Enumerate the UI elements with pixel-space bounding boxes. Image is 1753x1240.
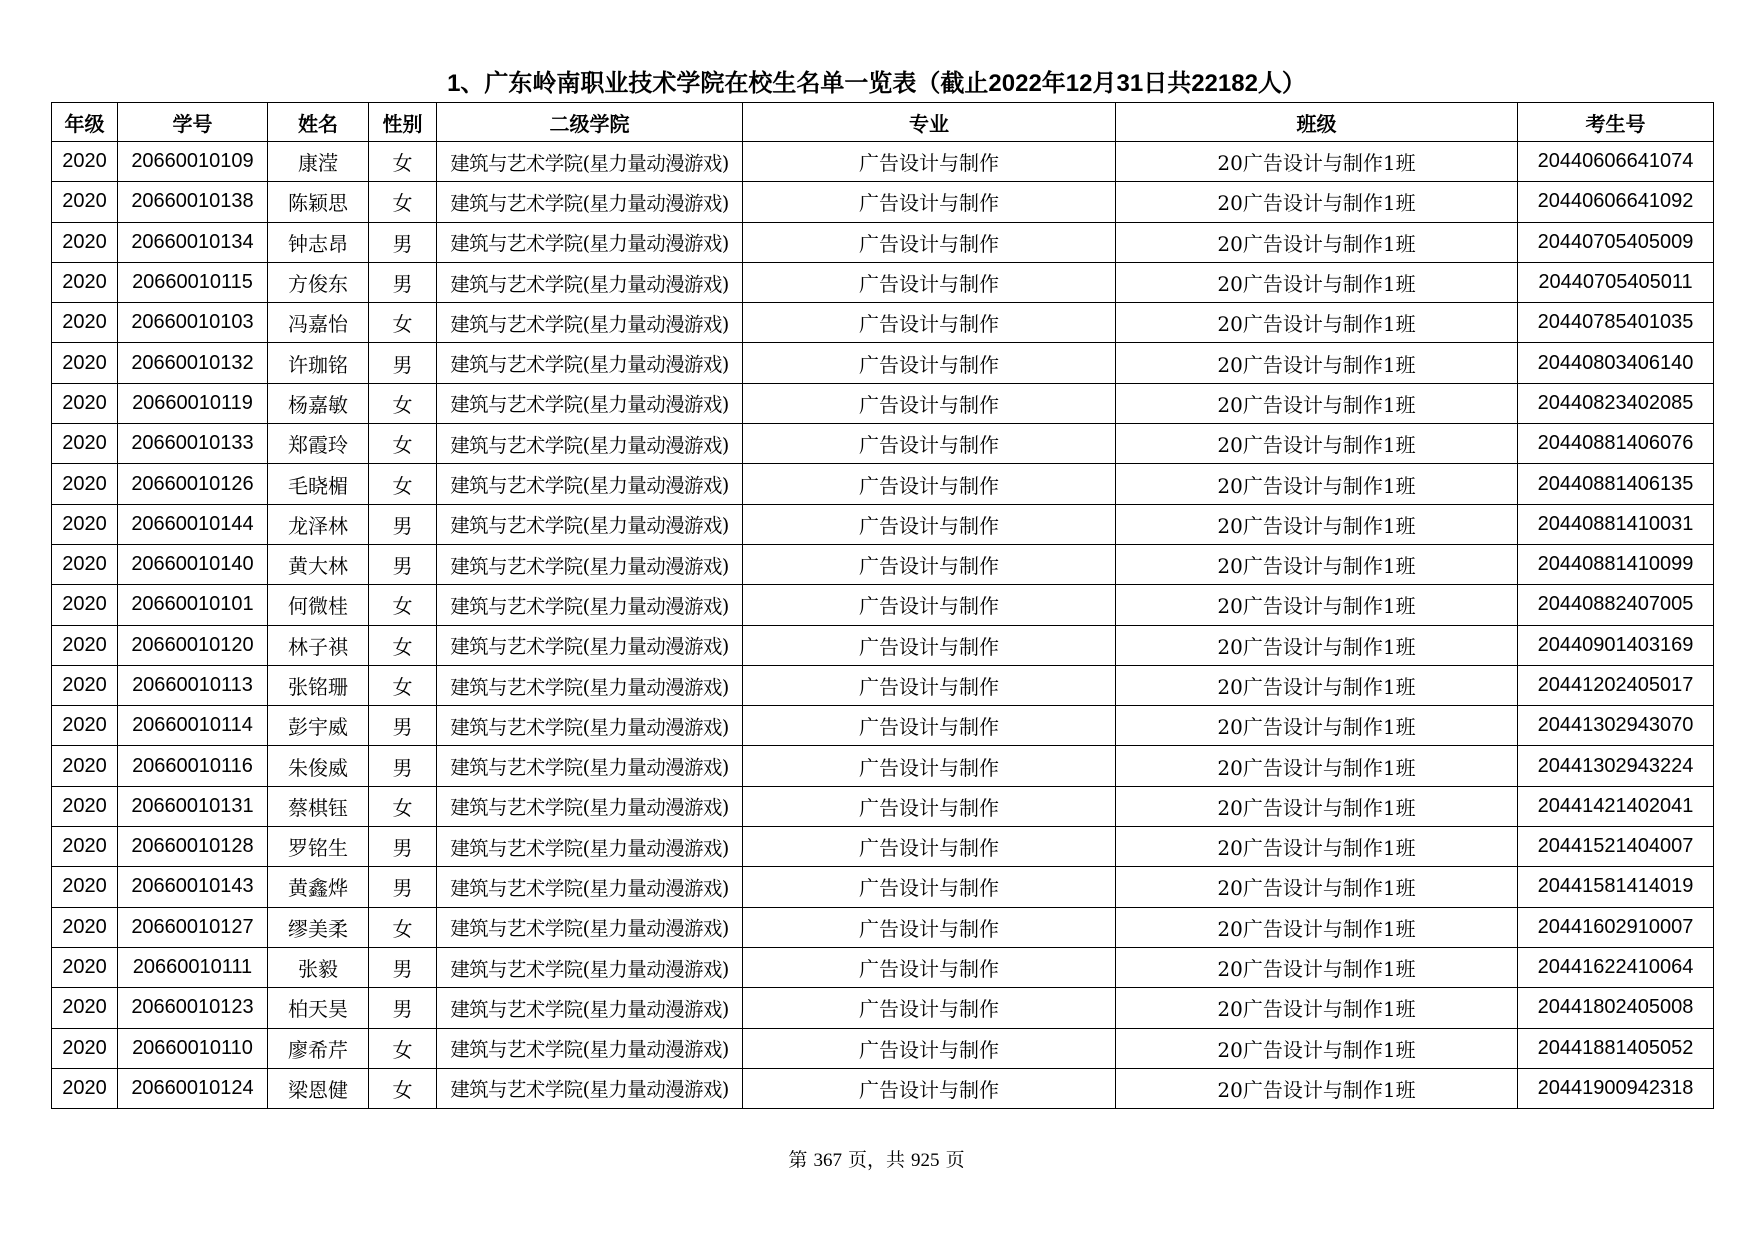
major-cell: 广告设计与制作 (743, 464, 1116, 504)
column-header-name: 姓名 (268, 103, 369, 142)
class-cell: 20广告设计与制作1班 (1116, 464, 1518, 504)
exam-number-cell: 20441802405008 (1518, 988, 1714, 1028)
class-cell: 20广告设计与制作1班 (1116, 665, 1518, 705)
exam-number-cell: 20440606641074 (1518, 142, 1714, 182)
student-id-cell: 20660010132 (118, 343, 268, 383)
name-cell: 方俊东 (268, 262, 369, 302)
college-cell: 建筑与艺术学院(星力量动漫游戏) (437, 424, 743, 464)
grade-cell: 2020 (52, 383, 118, 423)
grade-cell: 2020 (52, 1068, 118, 1108)
college-cell: 建筑与艺术学院(星力量动漫游戏) (437, 262, 743, 302)
exam-number-cell: 20441421402041 (1518, 786, 1714, 826)
name-cell: 朱俊威 (268, 746, 369, 786)
major-cell: 广告设计与制作 (743, 786, 1116, 826)
college-cell: 建筑与艺术学院(星力量动漫游戏) (437, 1068, 743, 1108)
student-id-cell: 20660010116 (118, 746, 268, 786)
grade-cell: 2020 (52, 182, 118, 222)
major-cell: 广告设计与制作 (743, 625, 1116, 665)
gender-cell: 男 (369, 544, 437, 584)
gender-cell: 女 (369, 1028, 437, 1068)
name-cell: 钟志昂 (268, 222, 369, 262)
student-id-cell: 20660010124 (118, 1068, 268, 1108)
grade-cell: 2020 (52, 625, 118, 665)
footer-middle: 页，共 (847, 1149, 905, 1171)
grade-cell: 2020 (52, 222, 118, 262)
class-cell: 20广告设计与制作1班 (1116, 907, 1518, 947)
major-cell: 广告设计与制作 (743, 383, 1116, 423)
class-cell: 20广告设计与制作1班 (1116, 424, 1518, 464)
major-cell: 广告设计与制作 (743, 1068, 1116, 1108)
student-id-cell: 20660010138 (118, 182, 268, 222)
total-page-count: 925 (911, 1150, 940, 1171)
table-row (52, 424, 1714, 464)
college-cell: 建筑与艺术学院(星力量动漫游戏) (437, 182, 743, 222)
exam-number-cell: 20440785401035 (1518, 303, 1714, 343)
name-cell: 张铭珊 (268, 665, 369, 705)
college-cell: 建筑与艺术学院(星力量动漫游戏) (437, 867, 743, 907)
grade-cell: 2020 (52, 706, 118, 746)
college-cell: 建筑与艺术学院(星力量动漫游戏) (437, 504, 743, 544)
gender-cell: 男 (369, 343, 437, 383)
column-header-student-id: 学号 (118, 103, 268, 142)
table-row (52, 1068, 1714, 1108)
gender-cell: 女 (369, 182, 437, 222)
exam-number-cell: 20441521404007 (1518, 827, 1714, 867)
grade-cell: 2020 (52, 585, 118, 625)
grade-cell: 2020 (52, 544, 118, 584)
gender-cell: 男 (369, 988, 437, 1028)
student-id-cell: 20660010126 (118, 464, 268, 504)
gender-cell: 男 (369, 504, 437, 544)
class-cell: 20广告设计与制作1班 (1116, 544, 1518, 584)
major-cell: 广告设计与制作 (743, 544, 1116, 584)
name-cell: 蔡棋钰 (268, 786, 369, 826)
college-cell: 建筑与艺术学院(星力量动漫游戏) (437, 142, 743, 182)
grade-cell: 2020 (52, 504, 118, 544)
name-cell: 廖希芹 (268, 1028, 369, 1068)
college-cell: 建筑与艺术学院(星力量动漫游戏) (437, 746, 743, 786)
exam-number-cell: 20441302943224 (1518, 746, 1714, 786)
exam-number-cell: 20441881405052 (1518, 1028, 1714, 1068)
college-cell: 建筑与艺术学院(星力量动漫游戏) (437, 585, 743, 625)
college-cell: 建筑与艺术学院(星力量动漫游戏) (437, 947, 743, 987)
exam-number-cell: 20440803406140 (1518, 343, 1714, 383)
college-cell: 建筑与艺术学院(星力量动漫游戏) (437, 303, 743, 343)
major-cell: 广告设计与制作 (743, 142, 1116, 182)
exam-number-cell: 20440881410031 (1518, 504, 1714, 544)
exam-number-cell: 20440881406076 (1518, 424, 1714, 464)
exam-number-cell: 20440705405009 (1518, 222, 1714, 262)
college-cell: 建筑与艺术学院(星力量动漫游戏) (437, 383, 743, 423)
name-cell: 柏天昊 (268, 988, 369, 1028)
class-cell: 20广告设计与制作1班 (1116, 1068, 1518, 1108)
table-row (52, 907, 1714, 947)
table-row (52, 867, 1714, 907)
grade-cell: 2020 (52, 665, 118, 705)
college-cell: 建筑与艺术学院(星力量动漫游戏) (437, 1028, 743, 1068)
class-cell: 20广告设计与制作1班 (1116, 142, 1518, 182)
grade-cell: 2020 (52, 424, 118, 464)
student-id-cell: 20660010109 (118, 142, 268, 182)
column-header-exam-number: 考生号 (1518, 103, 1714, 142)
table-row (52, 625, 1714, 665)
column-header-college: 二级学院 (437, 103, 743, 142)
student-id-cell: 20660010140 (118, 544, 268, 584)
exam-number-cell: 20440606641092 (1518, 182, 1714, 222)
footer-prefix: 第 (788, 1149, 808, 1171)
exam-number-cell: 20441302943070 (1518, 706, 1714, 746)
grade-cell: 2020 (52, 827, 118, 867)
college-cell: 建筑与艺术学院(星力量动漫游戏) (437, 907, 743, 947)
column-header-major: 专业 (743, 103, 1116, 142)
student-id-cell: 20660010111 (118, 947, 268, 987)
name-cell: 张毅 (268, 947, 369, 987)
college-cell: 建筑与艺术学院(星力量动漫游戏) (437, 464, 743, 504)
page-title: 1、广东岭南职业技术学院在校生名单一览表（截止2022年12月31日共22182人） (447, 70, 1306, 97)
header-row (52, 103, 1714, 142)
class-cell: 20广告设计与制作1班 (1116, 504, 1518, 544)
column-header-class: 班级 (1116, 103, 1518, 142)
table-row (52, 827, 1714, 867)
table-row (52, 222, 1714, 262)
grade-cell: 2020 (52, 343, 118, 383)
table-row (52, 1028, 1714, 1068)
grade-cell: 2020 (52, 142, 118, 182)
student-id-cell: 20660010128 (118, 827, 268, 867)
table-row (52, 262, 1714, 302)
exam-number-cell: 20440881410099 (1518, 544, 1714, 584)
college-cell: 建筑与艺术学院(星力量动漫游戏) (437, 706, 743, 746)
exam-number-cell: 20440881406135 (1518, 464, 1714, 504)
name-cell: 黄鑫烨 (268, 867, 369, 907)
gender-cell: 男 (369, 867, 437, 907)
exam-number-cell: 20440823402085 (1518, 383, 1714, 423)
college-cell: 建筑与艺术学院(星力量动漫游戏) (437, 544, 743, 584)
class-cell: 20广告设计与制作1班 (1116, 746, 1518, 786)
column-header-grade: 年级 (52, 103, 118, 142)
gender-cell: 女 (369, 1068, 437, 1108)
student-id-cell: 20660010115 (118, 262, 268, 302)
class-cell: 20广告设计与制作1班 (1116, 182, 1518, 222)
name-cell: 梁恩健 (268, 1068, 369, 1108)
student-id-cell: 20660010113 (118, 665, 268, 705)
name-cell: 林子祺 (268, 625, 369, 665)
class-cell: 20广告设计与制作1班 (1116, 303, 1518, 343)
name-cell: 何微桂 (268, 585, 369, 625)
table-row (52, 182, 1714, 222)
student-id-cell: 20660010133 (118, 424, 268, 464)
class-cell: 20广告设计与制作1班 (1116, 786, 1518, 826)
name-cell: 郑霞玲 (268, 424, 369, 464)
student-id-cell: 20660010103 (118, 303, 268, 343)
name-cell: 罗铭生 (268, 827, 369, 867)
gender-cell: 男 (369, 746, 437, 786)
exam-number-cell: 20441202405017 (1518, 665, 1714, 705)
name-cell: 冯嘉怡 (268, 303, 369, 343)
class-cell: 20广告设计与制作1班 (1116, 585, 1518, 625)
gender-cell: 女 (369, 665, 437, 705)
gender-cell: 女 (369, 303, 437, 343)
gender-cell: 男 (369, 222, 437, 262)
major-cell: 广告设计与制作 (743, 262, 1116, 302)
class-cell: 20广告设计与制作1班 (1116, 222, 1518, 262)
major-cell: 广告设计与制作 (743, 303, 1116, 343)
name-cell: 许珈铭 (268, 343, 369, 383)
major-cell: 广告设计与制作 (743, 222, 1116, 262)
grade-cell: 2020 (52, 786, 118, 826)
name-cell: 彭宇威 (268, 706, 369, 746)
grade-cell: 2020 (52, 988, 118, 1028)
college-cell: 建筑与艺术学院(星力量动漫游戏) (437, 827, 743, 867)
student-id-cell: 20660010123 (118, 988, 268, 1028)
table-row (52, 706, 1714, 746)
grade-cell: 2020 (52, 1028, 118, 1068)
major-cell: 广告设计与制作 (743, 867, 1116, 907)
student-id-cell: 20660010143 (118, 867, 268, 907)
major-cell: 广告设计与制作 (743, 827, 1116, 867)
name-cell: 康滢 (268, 142, 369, 182)
college-cell: 建筑与艺术学院(星力量动漫游戏) (437, 343, 743, 383)
exam-number-cell: 20441622410064 (1518, 947, 1714, 987)
gender-cell: 女 (369, 625, 437, 665)
class-cell: 20广告设计与制作1班 (1116, 867, 1518, 907)
class-cell: 20广告设计与制作1班 (1116, 947, 1518, 987)
major-cell: 广告设计与制作 (743, 343, 1116, 383)
table-row (52, 544, 1714, 584)
exam-number-cell: 20440901403169 (1518, 625, 1714, 665)
gender-cell: 女 (369, 424, 437, 464)
class-cell: 20广告设计与制作1班 (1116, 262, 1518, 302)
class-cell: 20广告设计与制作1班 (1116, 343, 1518, 383)
grade-cell: 2020 (52, 947, 118, 987)
major-cell: 广告设计与制作 (743, 1028, 1116, 1068)
column-header-gender: 性别 (369, 103, 437, 142)
gender-cell: 女 (369, 142, 437, 182)
name-cell: 毛晓楣 (268, 464, 369, 504)
gender-cell: 男 (369, 706, 437, 746)
major-cell: 广告设计与制作 (743, 746, 1116, 786)
table-row (52, 746, 1714, 786)
table-row (52, 585, 1714, 625)
major-cell: 广告设计与制作 (743, 182, 1116, 222)
name-cell: 龙泽林 (268, 504, 369, 544)
student-id-cell: 20660010144 (118, 504, 268, 544)
name-cell: 陈颖思 (268, 182, 369, 222)
table-row (52, 303, 1714, 343)
student-roster-table (51, 102, 1714, 1109)
college-cell: 建筑与艺术学院(星力量动漫游戏) (437, 988, 743, 1028)
student-id-cell: 20660010101 (118, 585, 268, 625)
student-id-cell: 20660010119 (118, 383, 268, 423)
major-cell: 广告设计与制作 (743, 504, 1116, 544)
grade-cell: 2020 (52, 303, 118, 343)
table-row (52, 947, 1714, 987)
class-cell: 20广告设计与制作1班 (1116, 1028, 1518, 1068)
class-cell: 20广告设计与制作1班 (1116, 706, 1518, 746)
exam-number-cell: 20440705405011 (1518, 262, 1714, 302)
grade-cell: 2020 (52, 867, 118, 907)
grade-cell: 2020 (52, 907, 118, 947)
major-cell: 广告设计与制作 (743, 706, 1116, 746)
major-cell: 广告设计与制作 (743, 907, 1116, 947)
major-cell: 广告设计与制作 (743, 585, 1116, 625)
student-id-cell: 20660010127 (118, 907, 268, 947)
student-id-cell: 20660010134 (118, 222, 268, 262)
major-cell: 广告设计与制作 (743, 424, 1116, 464)
name-cell: 黄大林 (268, 544, 369, 584)
student-id-cell: 20660010131 (118, 786, 268, 826)
gender-cell: 男 (369, 947, 437, 987)
table-row (52, 988, 1714, 1028)
major-cell: 广告设计与制作 (743, 988, 1116, 1028)
class-cell: 20广告设计与制作1班 (1116, 988, 1518, 1028)
table-row (52, 383, 1714, 423)
gender-cell: 女 (369, 907, 437, 947)
gender-cell: 女 (369, 585, 437, 625)
major-cell: 广告设计与制作 (743, 665, 1116, 705)
table-row (52, 665, 1714, 705)
name-cell: 缪美柔 (268, 907, 369, 947)
class-cell: 20广告设计与制作1班 (1116, 625, 1518, 665)
table-header (52, 103, 1714, 142)
major-cell: 广告设计与制作 (743, 947, 1116, 987)
student-id-cell: 20660010120 (118, 625, 268, 665)
table-row (52, 504, 1714, 544)
grade-cell: 2020 (52, 464, 118, 504)
exam-number-cell: 20440882407005 (1518, 585, 1714, 625)
gender-cell: 男 (369, 827, 437, 867)
exam-number-cell: 20441900942318 (1518, 1068, 1714, 1108)
gender-cell: 女 (369, 786, 437, 826)
student-id-cell: 20660010114 (118, 706, 268, 746)
current-page-number: 367 (813, 1150, 842, 1171)
table-row (52, 786, 1714, 826)
college-cell: 建筑与艺术学院(星力量动漫游戏) (437, 665, 743, 705)
page-footer (0, 1145, 1753, 1172)
table-row (52, 142, 1714, 182)
table-body (52, 142, 1714, 1109)
class-cell: 20广告设计与制作1班 (1116, 383, 1518, 423)
gender-cell: 男 (369, 262, 437, 302)
table-row (52, 343, 1714, 383)
gender-cell: 女 (369, 383, 437, 423)
grade-cell: 2020 (52, 746, 118, 786)
college-cell: 建筑与艺术学院(星力量动漫游戏) (437, 222, 743, 262)
table-row (52, 464, 1714, 504)
footer-suffix: 页 (945, 1149, 965, 1171)
class-cell: 20广告设计与制作1班 (1116, 827, 1518, 867)
student-id-cell: 20660010110 (118, 1028, 268, 1068)
exam-number-cell: 20441581414019 (1518, 867, 1714, 907)
name-cell: 杨嘉敏 (268, 383, 369, 423)
college-cell: 建筑与艺术学院(星力量动漫游戏) (437, 786, 743, 826)
gender-cell: 女 (369, 464, 437, 504)
exam-number-cell: 20441602910007 (1518, 907, 1714, 947)
college-cell: 建筑与艺术学院(星力量动漫游戏) (437, 625, 743, 665)
grade-cell: 2020 (52, 262, 118, 302)
